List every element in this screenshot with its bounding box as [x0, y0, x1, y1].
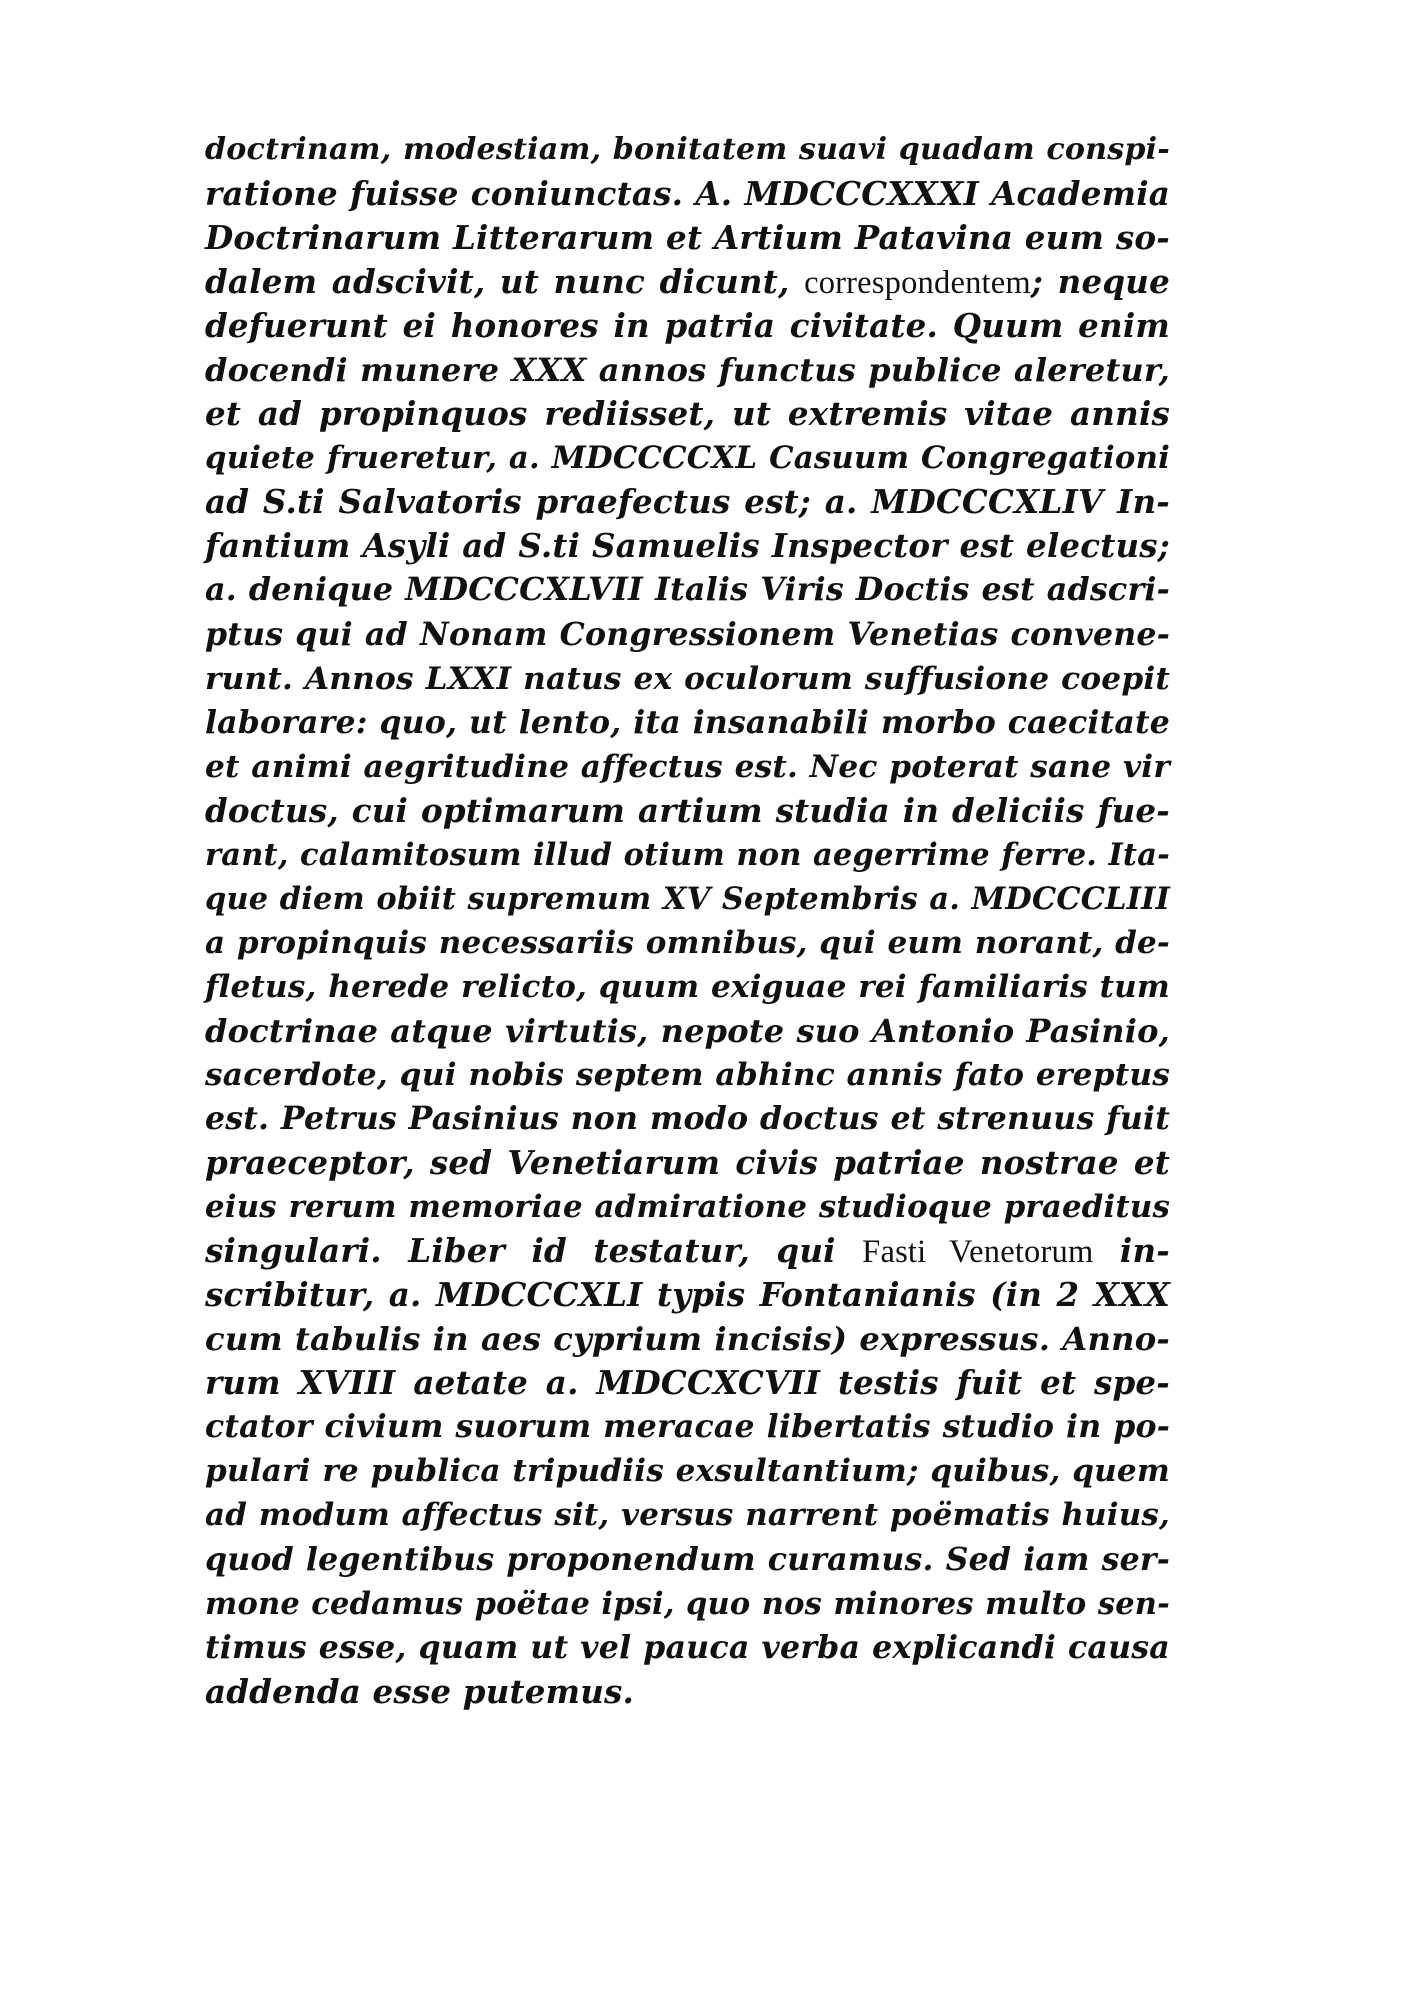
text-line-17: rant, calamitosum illud otium non aegerrime ferre. Ita-	[205, 836, 1170, 873]
text-line-2: ratione fuisse coniunctas. A. MDCCCXXXI Academia	[205, 174, 1170, 214]
text-line-8: quiete frueretur, a. MDCCCCXL Casuum Congregationi	[205, 440, 1170, 477]
text-line-34: mone cedamus poëtae ipsi, quo nos minores multo sen-	[205, 1585, 1170, 1622]
text-line-7: et ad propinquos rediisset, ut extremis vitae annis	[205, 394, 1170, 434]
text-line-22: sacerdote, qui nobis septem abhinc annis fato ereptus	[205, 1056, 1170, 1093]
text-line-3: Doctrinarum Litterarum et Artium Patavina eum so-	[205, 218, 1170, 258]
text-line-12: ptus qui ad Nonam Congressionem Venetias convene-	[205, 615, 1170, 653]
text-line-5: defuerunt ei honores in patria civitate. Quum enim	[205, 306, 1170, 346]
text-line-33: quod legentibus proponendum curamus. Sed iam ser-	[205, 1540, 1170, 1578]
text-line-10: fantium Asyli ad S.ti Samuelis Inspector est electus;	[205, 526, 1170, 566]
text-line-4-italic: dalem adscivit, ut nunc dicunt,	[205, 262, 790, 302]
text-line-4-tail: ; neque	[1030, 262, 1170, 302]
text-line-16: doctus, cui optimarum artium studia in deliciis fue-	[205, 790, 1170, 830]
text-line-26-italic: singulari. Liber id testatur, qui	[205, 1231, 836, 1271]
text-line-21: doctrinae atque virtutis, nepote suo Antonio Pasinio,	[205, 1011, 1170, 1050]
text-line-30: ctator civium suorum meracae libertatis studio in po-	[205, 1408, 1170, 1446]
text-line-27: scribitur, a. MDCCCXLI typis Fontanianis (in 2 XXX	[205, 1275, 1170, 1315]
body-text	[205, 128, 1170, 1714]
text-line-23: est. Petrus Pasinius non modo doctus et strenuus fuit	[205, 1100, 1170, 1138]
text-line-28: cum tabulis in aes cyprium incisis) expressus. Anno-	[205, 1320, 1170, 1359]
text-line-11: a. denique MDCCCXLVII Italis Viris Doctis est adscri-	[205, 571, 1170, 609]
text-line-4	[205, 260, 1170, 304]
text-line-14: laborare: quo, ut lento, ita insanabili morbo caecitate	[205, 703, 1170, 741]
text-line-26-tail: in-	[1093, 1231, 1170, 1271]
text-line-32: ad modum affectus sit, versus narrent poëmatis huius,	[205, 1497, 1170, 1534]
text-line-13: runt. Annos LXXI natus ex oculorum suffusione coepit	[205, 660, 1170, 697]
text-line-25: eius rerum memoriae admiratione studioque praeditus	[205, 1189, 1170, 1226]
text-line-24: praeceptor, sed Venetiarum civis patriae nostrae et	[205, 1143, 1170, 1183]
text-line-19: a propinquis necessariis omnibus, qui eum norant, de-	[205, 924, 1170, 961]
text-line-4-roman: correspondentem	[804, 265, 1031, 302]
text-line-26-roman: Fasti Venetorum	[862, 1234, 1094, 1271]
text-line-29: rum XVIII aetate a. MDCCXCVII testis fuit et spe-	[205, 1363, 1170, 1403]
text-line-35: timus esse, quam ut vel pauca verba explicandi causa	[205, 1628, 1170, 1666]
text-line-15: et animi aegritudine affectus est. Nec poterat sane vir	[205, 748, 1170, 785]
text-line-36: addenda esse putemus.	[205, 1671, 635, 1711]
text-line-20: fletus, herede relicto, quum exiguae rei familiaris tum	[205, 968, 1170, 1005]
text-line-26	[205, 1229, 1170, 1273]
text-line-31: pulari re publica tripudiis exsultantium; quibus, quem	[205, 1453, 1170, 1490]
text-line-1: doctrinam, modestiam, bonitatem suavi quadam conspi-	[205, 132, 1170, 167]
text-line-9: ad S.ti Salvatoris praefectus est; a. MDCCCXLIV In-	[205, 482, 1170, 522]
text-line-6: docendi munere XXX annos functus publice aleretur,	[205, 351, 1170, 390]
text-line-18: que diem obiit supremum XV Septembris a. MDCCCLIII	[205, 880, 1170, 917]
